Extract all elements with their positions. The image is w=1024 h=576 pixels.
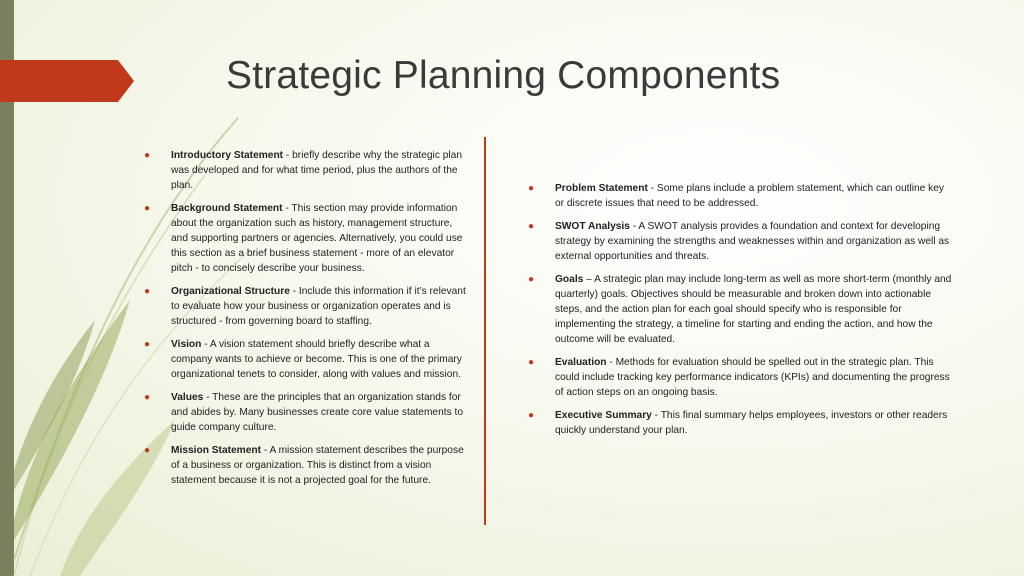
item-term: Evaluation xyxy=(555,357,607,368)
list-item xyxy=(144,337,467,382)
left-bullet-list xyxy=(144,148,467,496)
title-accent-tab xyxy=(0,60,134,102)
column-divider xyxy=(484,137,486,525)
item-term: Introductory Statement xyxy=(171,150,284,161)
list-item xyxy=(144,201,467,276)
bullet-icon: ● xyxy=(144,150,151,161)
item-text: - Include this information if it’s relevant to evaluate how your business or organization operates and is structured - from governing board to staffing. xyxy=(171,286,466,327)
item-text: - Some plans include a problem statement, which can outline key or discrete issues that need to be addressed. xyxy=(555,183,945,209)
list-item xyxy=(528,408,953,438)
slide-title: Strategic Planning Components xyxy=(226,54,781,97)
list-item xyxy=(144,443,467,488)
item-term: Organizational Structure xyxy=(171,286,290,297)
bullet-icon: ● xyxy=(144,445,151,456)
item-text: - This section may provide information about the organization such as history, management structure, and supporting partners or agencies. Alternatively, you could use this section as a brief business statement - more of an elevator pitch - to concisely describe your business. xyxy=(171,203,463,274)
bullet-icon: ● xyxy=(144,203,151,214)
item-text: - briefly describe why the strategic plan was developed and for what time period, plus the authors of the plan. xyxy=(171,150,463,191)
item-text: - Methods for evaluation should be spelled out in the strategic plan. This could include tracking key performance indicators (KPIs) and documenting the progress of action steps on an ongoing basis. xyxy=(555,357,950,398)
bullet-icon: ● xyxy=(528,410,535,421)
item-term: Vision xyxy=(171,339,202,350)
bullet-icon: ● xyxy=(528,357,535,368)
item-term: Executive Summary xyxy=(555,410,652,421)
bullet-icon: ● xyxy=(528,274,535,285)
item-text: - This final summary helps employees, investors or other readers quickly understand your plan. xyxy=(555,410,948,436)
list-item xyxy=(144,148,467,193)
item-text: - A mission statement describes the purpose of a business or organization. This is distinct from a vision statement because it is not a projected goal for the future. xyxy=(171,445,464,486)
bullet-icon: ● xyxy=(144,339,151,350)
list-item xyxy=(144,284,467,329)
bullet-icon: ● xyxy=(528,183,535,194)
item-term: Goals xyxy=(555,274,584,285)
item-term: Values xyxy=(171,392,204,403)
item-term: SWOT Analysis xyxy=(555,221,630,232)
bullet-icon: ● xyxy=(528,221,535,232)
item-text: – A strategic plan may include long-term as well as more short-term (monthly and quarterly) goals. Objectives should be measurable and broken down into actionable steps, and the action plan for each goal should specify who is responsible for implementing the strategy, a timeline for starting and ending the action, and how the outcome will be evaluated. xyxy=(555,274,952,345)
list-item xyxy=(528,355,953,400)
item-term: Background Statement xyxy=(171,203,283,214)
item-text: - A SWOT analysis provides a foundation and context for developing strategy by examining the strengths and weaknesses within and organization as well as external opportunities and threats. xyxy=(555,221,950,262)
list-item xyxy=(528,219,953,264)
item-text: - A vision statement should briefly describe what a company wants to achieve or become. This is one of the primary organizational tenets to consider, along with values and mission. xyxy=(171,339,462,380)
list-item xyxy=(528,272,953,347)
right-bullet-list xyxy=(528,181,953,446)
list-item xyxy=(144,390,467,435)
item-text: - These are the principles that an organization stands for and abides by. Many businesses create core value statements to guide company culture. xyxy=(171,392,464,433)
item-term: Mission Statement xyxy=(171,445,262,456)
bullet-icon: ● xyxy=(144,286,151,297)
bullet-icon: ● xyxy=(144,392,151,403)
list-item xyxy=(528,181,953,211)
item-term: Problem Statement xyxy=(555,183,648,194)
